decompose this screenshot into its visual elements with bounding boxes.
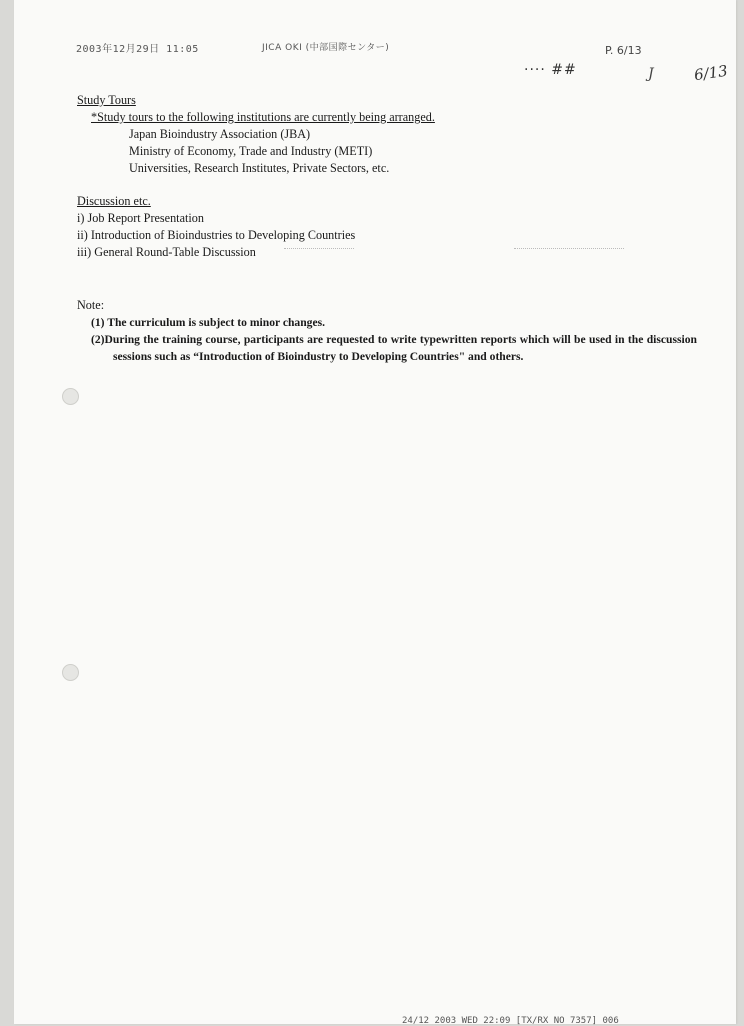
study-tours-intro: *Study tours to the following institutions are currently being arranged. bbox=[91, 110, 435, 124]
handwritten-page-number: 6/13 bbox=[692, 61, 729, 85]
fax-page-number: P. 6/13 bbox=[605, 44, 642, 57]
fax-datetime: 2003年12月29日 11:05 bbox=[76, 44, 199, 55]
scan-artifact bbox=[284, 248, 354, 250]
fax-header bbox=[76, 40, 390, 55]
note-label: Note: bbox=[77, 298, 105, 312]
document-body bbox=[77, 92, 697, 365]
list-item: Ministry of Economy, Trade and Industry (METI) bbox=[129, 144, 373, 158]
stamp-initial: J bbox=[648, 66, 654, 82]
list-item: Japan Bioindustry Association (JBA) bbox=[129, 127, 311, 141]
list-item: Universities, Research Institutes, Private Sectors, etc. bbox=[129, 161, 390, 175]
document-page bbox=[14, 0, 736, 1024]
stamp-mark: ···· ## bbox=[524, 62, 577, 78]
scan-artifact bbox=[514, 248, 624, 250]
fax-footer: 24/12 2003 WED 22:09 [TX/RX NO 7357] 006 bbox=[402, 1016, 619, 1026]
list-item: i) Job Report Presentation bbox=[77, 211, 204, 225]
punch-hole bbox=[62, 388, 79, 405]
discussion-heading: Discussion etc. bbox=[77, 194, 151, 208]
note-item: (2)During the training course, participants are requested to write typewritten reports which will be used in the discussion sessions such as “Introduction of Bioindustry to Developing Countries" and others. bbox=[91, 333, 697, 363]
note-list bbox=[77, 314, 697, 365]
fax-sender: JICA OKI (中部国際センター) bbox=[262, 43, 390, 53]
punch-hole bbox=[62, 664, 79, 681]
study-tours-heading: Study Tours bbox=[77, 93, 136, 107]
list-item: iii) General Round-Table Discussion bbox=[77, 245, 256, 259]
note-item: (1) The curriculum is subject to minor changes. bbox=[91, 316, 326, 329]
list-item: ii) Introduction of Bioindustries to Developing Countries bbox=[77, 228, 356, 242]
